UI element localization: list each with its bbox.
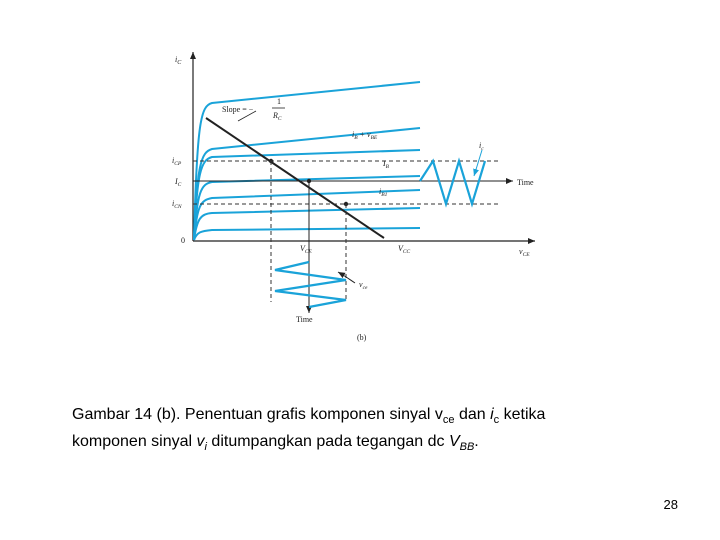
origin-label: 0 xyxy=(181,236,185,245)
panel-tag: (b) xyxy=(357,333,367,342)
time-label-right: Time xyxy=(517,178,534,187)
ib-center-label: $I_B$ xyxy=(383,159,390,170)
ib-plus-label: $i_B + v_{BE}$ xyxy=(352,130,378,141)
vce-signal-label: $v_{ce}$ xyxy=(359,280,368,291)
ic-signal-wave xyxy=(420,161,485,204)
curve-2 xyxy=(194,128,420,240)
icn-label: $i_{CN}$ xyxy=(172,199,182,210)
vce-quiescent-label: $V_{CE}$ xyxy=(300,244,312,255)
curve-7 xyxy=(194,228,420,240)
ic-axis-label: $i_C$ xyxy=(175,55,182,66)
figure-caption: Gambar 14 (b). Penentuan grafis komponen sinyal $v_{ce}$ dan $i_c$ ketika komponen sinyal $v_i$ ditumpangkan pada tegangan dc $V_{BB}$. xyxy=(72,406,546,454)
curve-6 xyxy=(194,208,420,240)
icp-label: $i_{CP}$ xyxy=(172,156,182,167)
ic-quiescent-label: $I_C$ xyxy=(175,177,182,188)
svg-text:1: 1 xyxy=(277,97,281,106)
svg-text:RC: $R_C$ xyxy=(273,111,282,122)
ic-signal-label: $i_c$ xyxy=(479,141,484,152)
time-label-bottom: Time xyxy=(296,315,313,324)
svg-text:Slope = −: Slope = − xyxy=(222,105,254,114)
vce-signal-wave xyxy=(275,262,346,307)
vcc-label: $V_{CC}$ xyxy=(398,244,411,255)
page-number: 28 xyxy=(663,497,678,512)
ib-minus-label: $i_{B1}$ xyxy=(379,187,388,198)
vce-axis-label: $v_{CE}$ xyxy=(519,247,530,258)
